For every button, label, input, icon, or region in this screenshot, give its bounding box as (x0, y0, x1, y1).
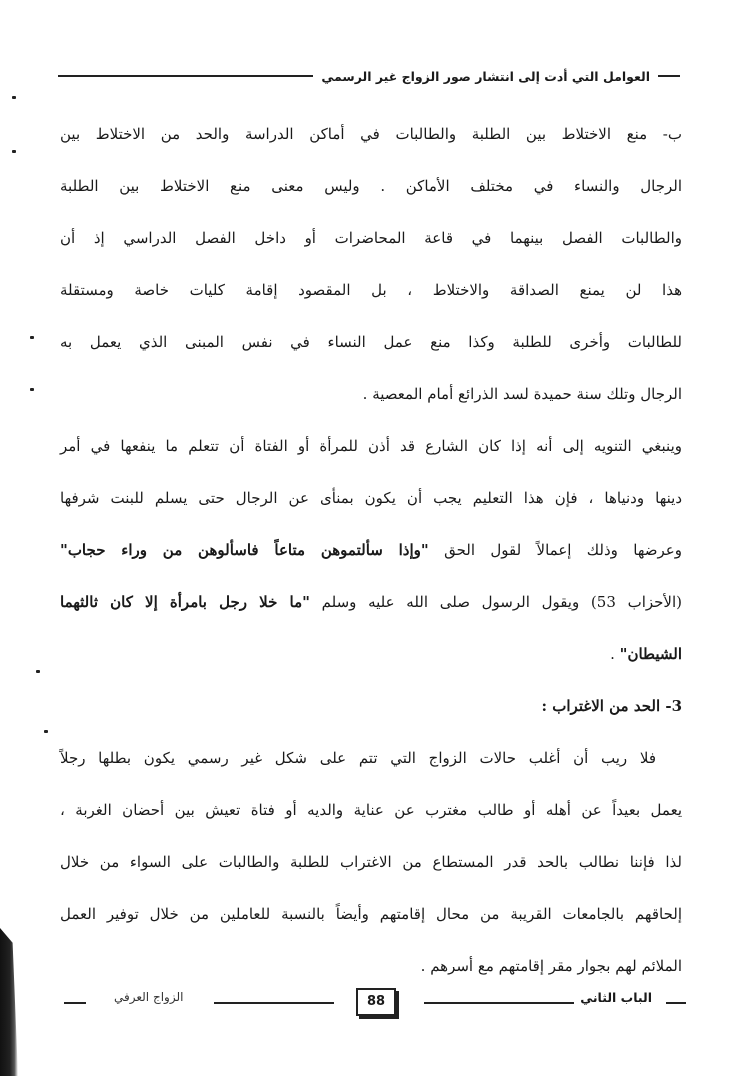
line-text: . (610, 645, 615, 663)
footer-dash (666, 1002, 686, 1004)
page-footer (64, 988, 686, 1018)
binding-shadow (0, 928, 18, 1076)
paragraph-line: الرجال وتلك سنة حميدة لسد الذرائع أمام المعصية . (362, 385, 682, 403)
footer-rule (214, 1002, 334, 1004)
paragraph-line: يعمل بعيداً عن أهله أو طالب مغترب عن عناية والديه أو فتاة تعيش بين أحضان الغربة ، (60, 801, 682, 819)
scan-speck (12, 96, 16, 99)
scan-speck (30, 388, 34, 391)
header-rule (58, 75, 313, 77)
hadith-quote: "ما خلا رجل بامرأة إلا كان ثالثهما (60, 593, 310, 611)
section-heading: 3- الحد من الاغتراب : (541, 697, 682, 715)
scan-speck (44, 730, 48, 733)
paragraph-line: وينبغي التنويه إلى أنه إذا كان الشارع قد أذن للمرأة أو الفتاة أن تتعلم ما ينفعها في أمر (60, 437, 682, 455)
body-text (60, 108, 682, 992)
running-header (58, 64, 680, 88)
paragraph-line: الرجال والنساء في مختلف الأماكن . وليس معنى منع الاختلاط بين الطلبة (60, 177, 682, 195)
header-dash (658, 75, 680, 77)
paragraph-line: والطالبات الفصل بينهما في قاعة المحاضرات أو داخل الفصل الدراسي إذ أن (60, 229, 682, 247)
paragraph-line: للطالبات وأخرى للطلبة وكذا منع عمل النساء في نفس المبنى الذي يعمل به (60, 333, 682, 351)
line-text: وعرضها وذلك إعمالاً لقول الحق (444, 541, 682, 559)
paragraph-line (60, 576, 682, 628)
paragraph-line (60, 524, 682, 576)
paragraph-line: الملائم لهم بجوار مقر إقامتهم مع أسرهم . (420, 957, 682, 975)
paragraph-line: لذا فإننا نطالب بالحد قدر المستطاع من الاغتراب للطلبة والطالبات على السواء من خلال (60, 853, 682, 871)
part-label: الباب الثاني (580, 990, 652, 1005)
paragraph-line: دينها ودنياها ، فإن هذا التعليم يجب أن يكون بمنأى عن الرجال حتى يسلم للبنت شرفها (60, 489, 682, 507)
footer-rule (424, 1002, 574, 1004)
paragraph-line (60, 628, 682, 680)
chapter-title: العوامل التي أدت إلى انتشار صور الزواج غير الرسمي (321, 68, 650, 84)
page-number: 88 (356, 988, 396, 1016)
paragraph-line: ب- منع الاختلاط بين الطلبة والطالبات في أماكن الدراسة والحد من الاختلاط بين (60, 125, 682, 143)
hadith-quote-end: الشيطان" (619, 645, 682, 663)
line-text: (الأحزاب 53) ويقول الرسول صلى الله عليه وسلم (321, 593, 682, 611)
paragraph-line: هذا لن يمنع الصداقة والاختلاط ، بل المقصود إقامة كليات خاصة ومستقلة (60, 281, 682, 299)
paragraph-line: إلحاقهم بالجامعات القريبة من محال إقامتهم وأيضاً بالنسبة للعاملين من خلال توفير العمل (60, 905, 682, 923)
scan-speck (12, 150, 16, 153)
book-title: الزواج العرفي (114, 990, 184, 1004)
scan-speck (36, 670, 40, 673)
scan-speck (30, 336, 34, 339)
quran-quote: "وإذا سألتموهن متاعاً فاسألوهن من وراء حجاب" (60, 541, 429, 559)
paragraph-line: فلا ريب أن أغلب حالات الزواج التي تتم على شكل غير رسمي يكون بطلها رجلاً (60, 749, 656, 767)
footer-dash (64, 1002, 86, 1004)
